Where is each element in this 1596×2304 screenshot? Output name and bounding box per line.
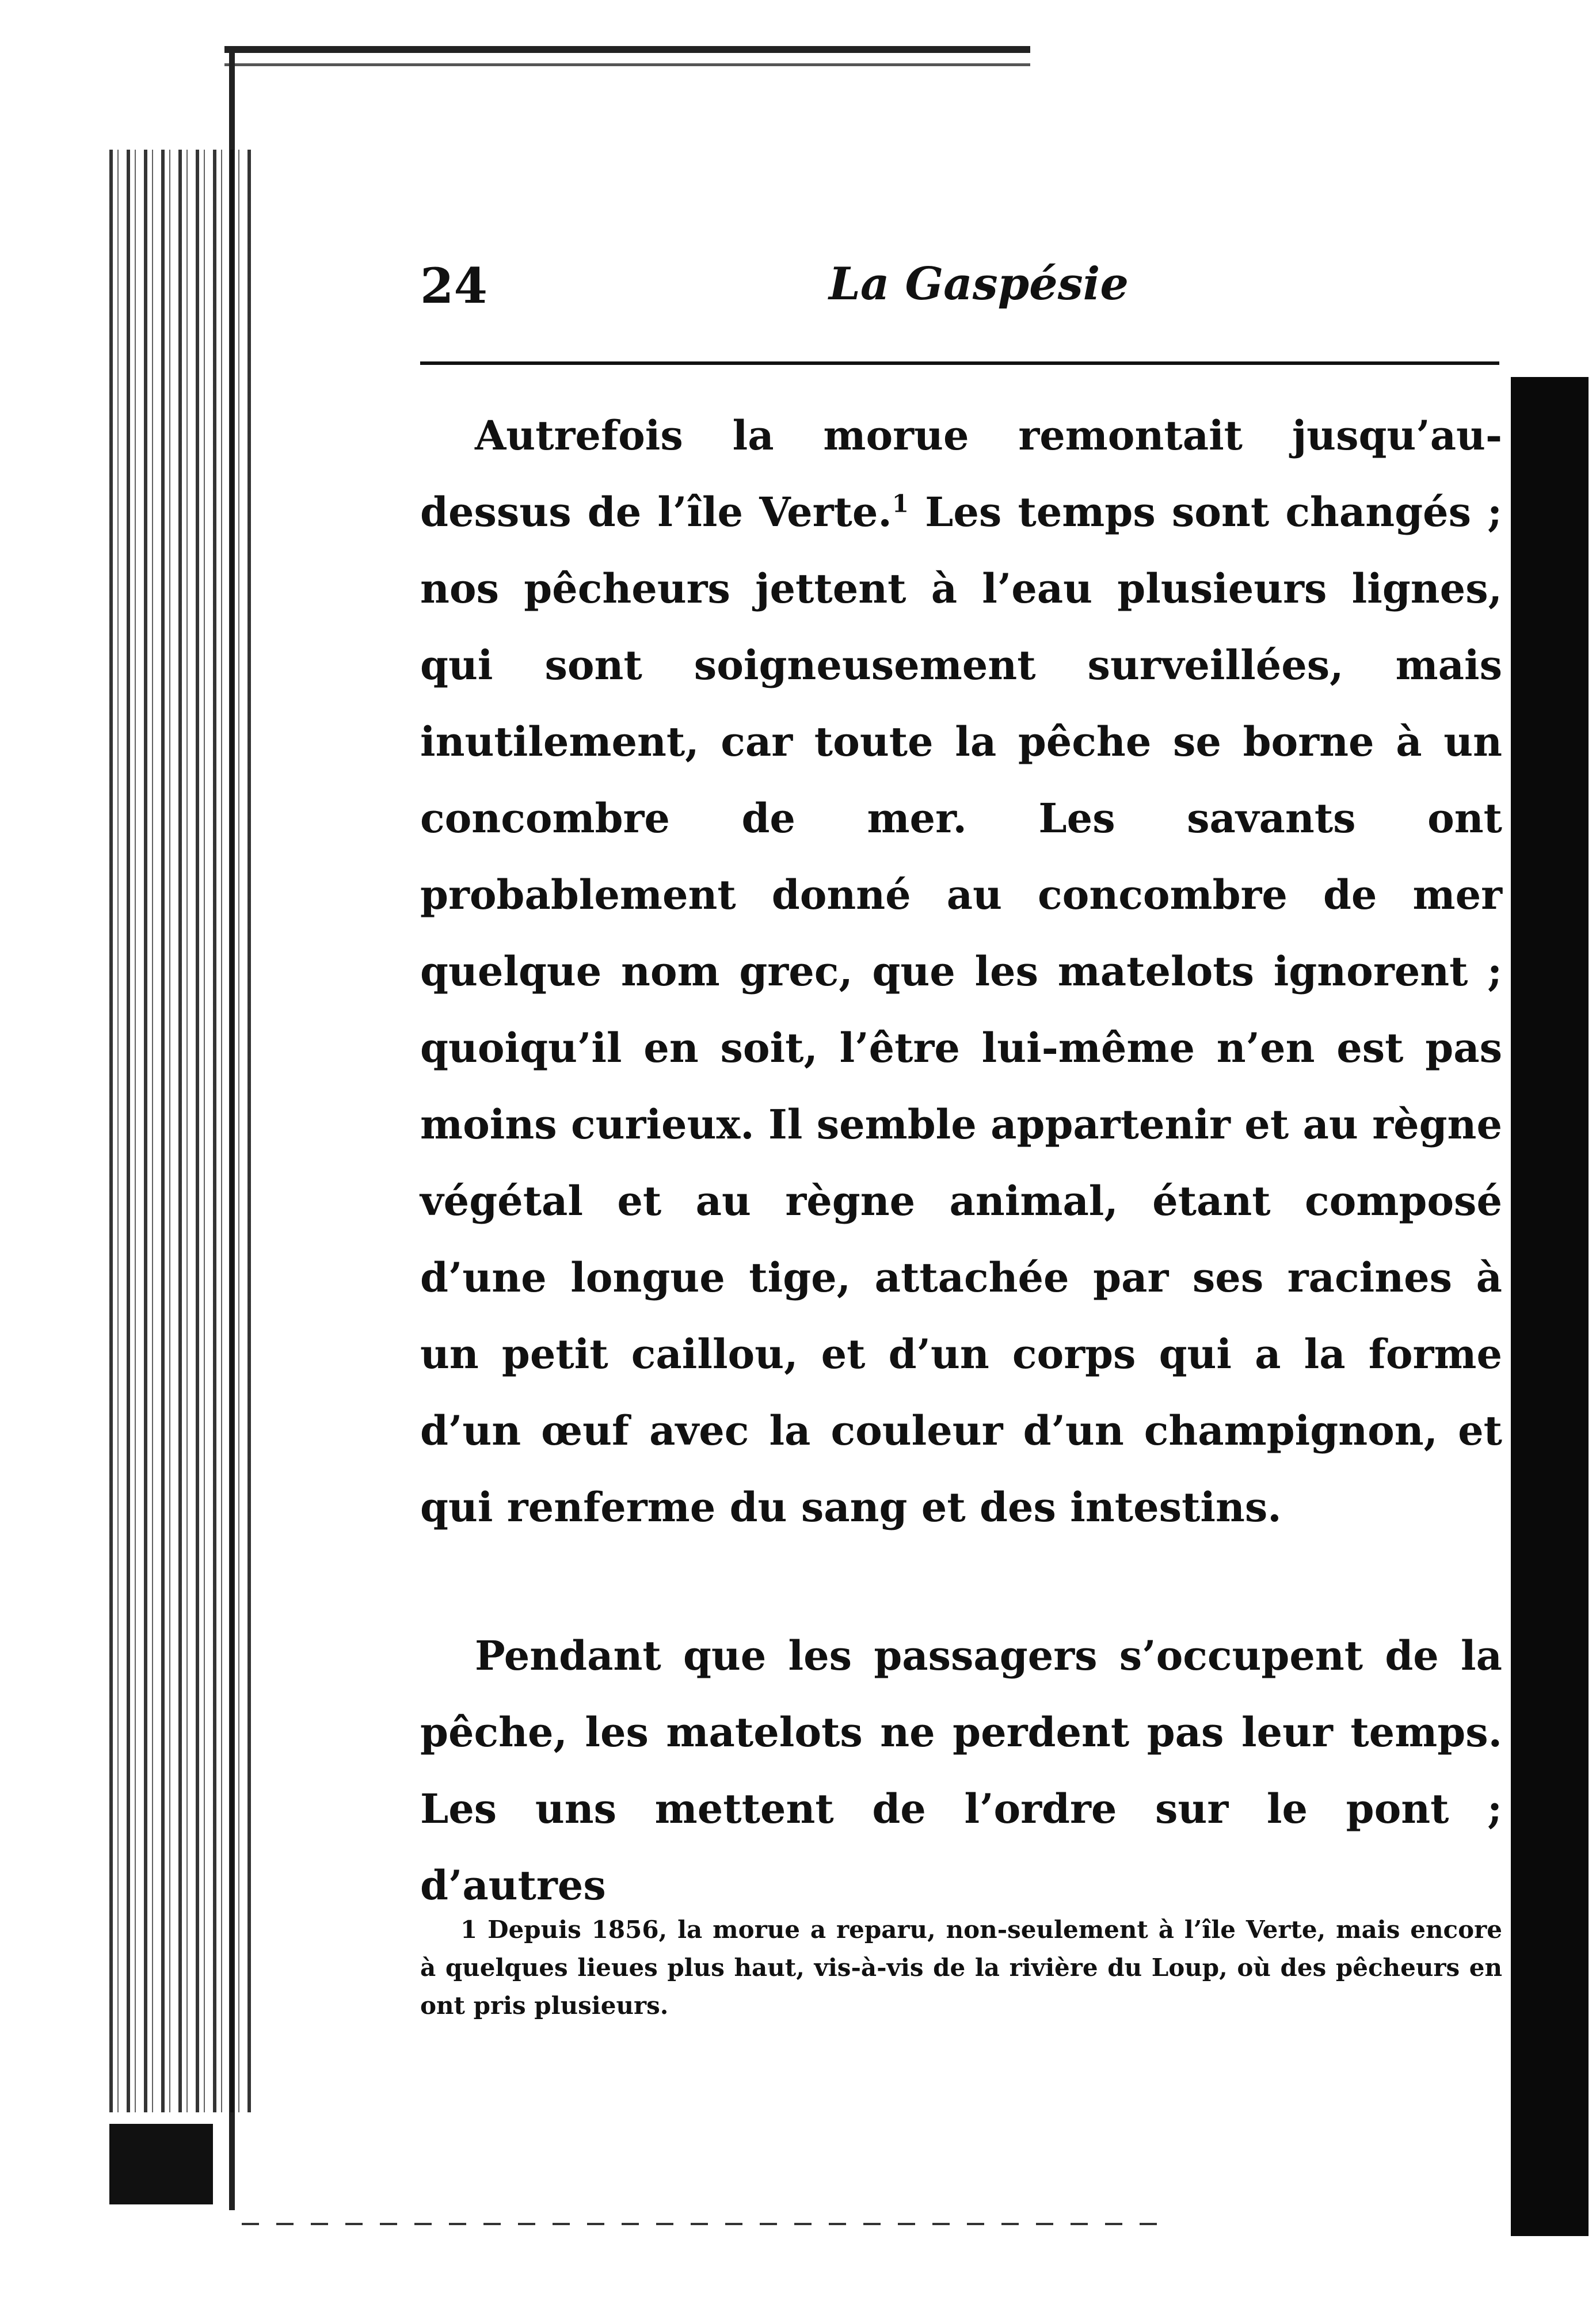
running-title: La Gaspésie bbox=[829, 258, 1129, 310]
body-paragraph-2: Pendant que les passagers s’occupent de la pêche, les matelots ne perdent pas leur temps. Les uns mettent de l’ordre sur le pont ; d’autres bbox=[420, 1632, 1502, 1909]
body-paragraph-1-block bbox=[420, 397, 1502, 1545]
scan-left-edge bbox=[109, 150, 253, 2112]
scan-top-edge bbox=[224, 46, 1030, 53]
header-rule bbox=[420, 361, 1499, 365]
footnote-text: 1 Depuis 1856, la morue a reparu, non-seulement à l’île Verte, mais encore à quelques lieues plus haut, vis-à-vis de la rivière du Loup, où des pêcheurs en ont pris plusieurs. bbox=[420, 1915, 1502, 2020]
paragraph-1-rest: Les temps sont changés ; nos pêcheurs jettent à l’eau plusieurs lignes, qui sont soigneusement surveillées, mais inutilement, car toute la pêche se borne à un concombre de mer. Les savants ont probablement donné au concombre de mer quelque nom grec, que les matelots ignorent ; quoiqu’il en soit, l’être lui-même n’en est pas moins curieux. Il semble appartenir et au règne végétal et au règne animal, étant composé d’une longue tige, attachée par ses racines à un petit caillou, et d’un corps qui a la forme d’un œuf avec la couleur d’un champignon, et qui renferme du sang et des intestins. bbox=[420, 488, 1502, 1531]
scan-right-edge-shadow bbox=[1511, 377, 1589, 2236]
footnote-reference: 1 bbox=[892, 489, 909, 518]
paragraph-1-start: Autrefois la morue remontait jusqu’au-dessus de l’île Verte. bbox=[420, 412, 1502, 536]
scan-top-edge-shadow bbox=[224, 63, 1030, 66]
footnote bbox=[420, 1911, 1502, 2025]
body-paragraph-2-block bbox=[420, 1617, 1502, 1924]
scan-bottom-edge bbox=[242, 2223, 1163, 2225]
body-paragraph-1 bbox=[420, 397, 1502, 1545]
page-number: 24 bbox=[420, 257, 487, 314]
scan-left-bottom-shadow bbox=[109, 2124, 213, 2204]
